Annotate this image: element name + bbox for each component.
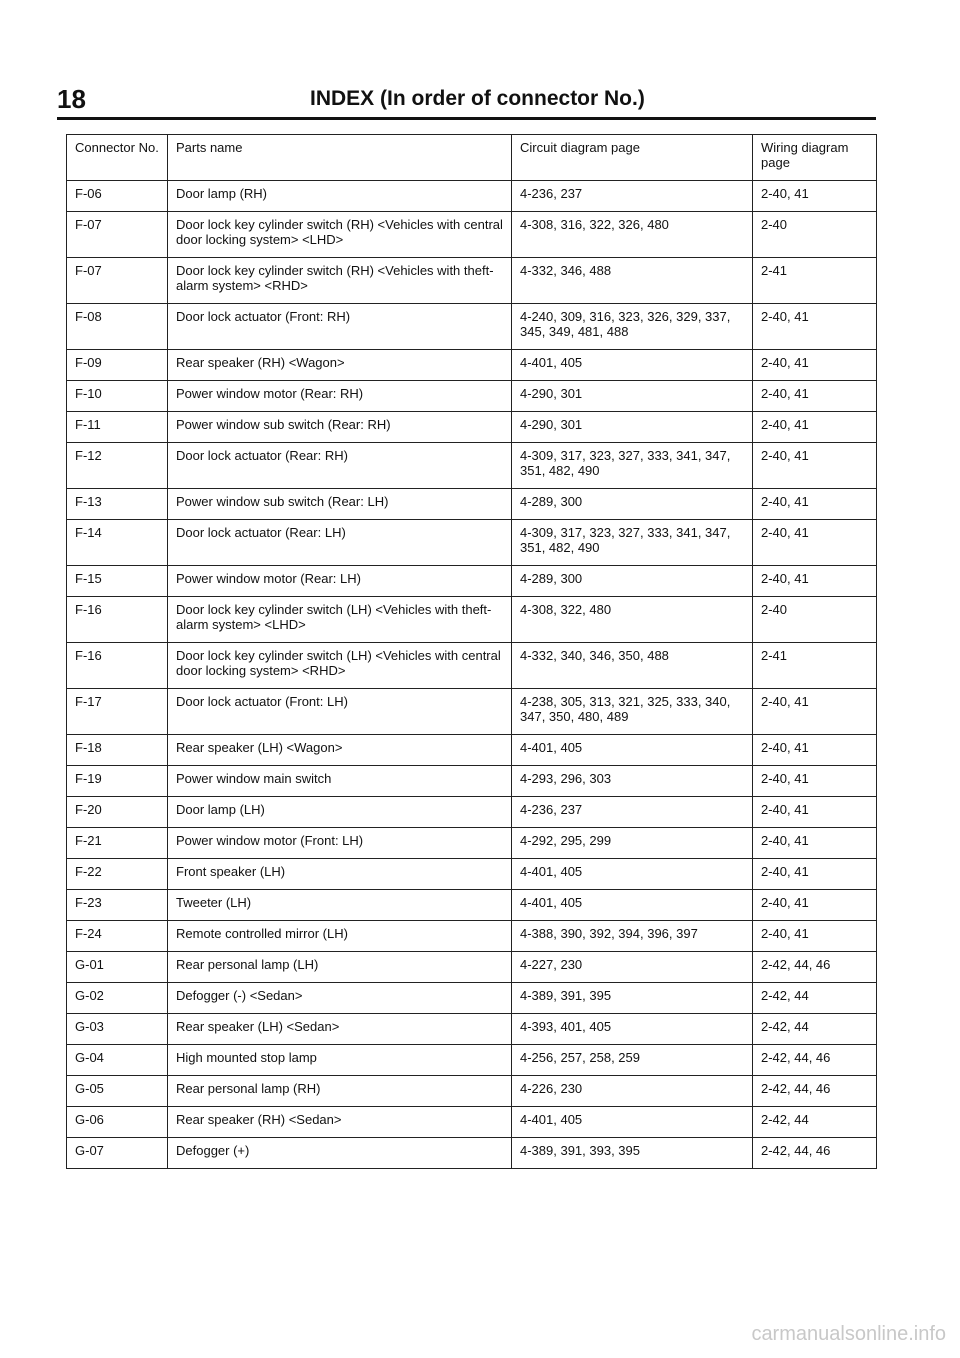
parts-name-cell: Front speaker (LH) bbox=[168, 859, 512, 890]
wiring-page-cell: 2-40, 41 bbox=[753, 735, 877, 766]
table-row bbox=[67, 181, 877, 212]
parts-name-cell: Tweeter (LH) bbox=[168, 890, 512, 921]
table-row bbox=[67, 828, 877, 859]
header-circuit-diagram-page: Circuit diagram page bbox=[512, 135, 753, 181]
wiring-page-cell: 2-40, 41 bbox=[753, 890, 877, 921]
connector-no-cell: F-22 bbox=[67, 859, 168, 890]
connector-no-cell: G-06 bbox=[67, 1107, 168, 1138]
circuit-page-cell: 4-332, 346, 488 bbox=[512, 258, 753, 304]
wiring-page-cell: 2-40 bbox=[753, 597, 877, 643]
connector-no-cell: G-04 bbox=[67, 1045, 168, 1076]
connector-no-cell: F-06 bbox=[67, 181, 168, 212]
connector-no-cell: F-21 bbox=[67, 828, 168, 859]
table-row bbox=[67, 643, 877, 689]
table-body bbox=[67, 181, 877, 1169]
connector-no-cell: F-09 bbox=[67, 350, 168, 381]
wiring-page-cell: 2-40 bbox=[753, 212, 877, 258]
wiring-page-cell: 2-40, 41 bbox=[753, 766, 877, 797]
wiring-page-cell: 2-40, 41 bbox=[753, 350, 877, 381]
table-row bbox=[67, 797, 877, 828]
connector-no-cell: F-13 bbox=[67, 489, 168, 520]
wiring-page-cell: 2-42, 44, 46 bbox=[753, 1076, 877, 1107]
table-row bbox=[67, 689, 877, 735]
parts-name-cell: Rear speaker (LH) <Wagon> bbox=[168, 735, 512, 766]
connector-no-cell: F-16 bbox=[67, 643, 168, 689]
table-row bbox=[67, 597, 877, 643]
connector-no-cell: G-03 bbox=[67, 1014, 168, 1045]
circuit-page-cell: 4-290, 301 bbox=[512, 412, 753, 443]
circuit-page-cell: 4-308, 322, 480 bbox=[512, 597, 753, 643]
parts-name-cell: Door lock key cylinder switch (RH) <Vehicles with central door locking system> <LHD> bbox=[168, 212, 512, 258]
circuit-page-cell: 4-332, 340, 346, 350, 488 bbox=[512, 643, 753, 689]
parts-name-cell: Defogger (+) bbox=[168, 1138, 512, 1169]
header-rule bbox=[57, 117, 876, 120]
wiring-page-cell: 2-40, 41 bbox=[753, 520, 877, 566]
table-row bbox=[67, 1138, 877, 1169]
header-wiring-diagram-page: Wiring diagram page bbox=[753, 135, 877, 181]
parts-name-cell: Power window sub switch (Rear: LH) bbox=[168, 489, 512, 520]
table-row bbox=[67, 766, 877, 797]
wiring-page-cell: 2-40, 41 bbox=[753, 443, 877, 489]
circuit-page-cell: 4-388, 390, 392, 394, 396, 397 bbox=[512, 921, 753, 952]
wiring-page-cell: 2-42, 44, 46 bbox=[753, 1138, 877, 1169]
parts-name-cell: Door lock actuator (Rear: RH) bbox=[168, 443, 512, 489]
wiring-page-cell: 2-40, 41 bbox=[753, 381, 877, 412]
wiring-page-cell: 2-40, 41 bbox=[753, 304, 877, 350]
watermark: carmanualsonline.info bbox=[751, 1323, 946, 1345]
parts-name-cell: Power window motor (Front: LH) bbox=[168, 828, 512, 859]
circuit-page-cell: 4-236, 237 bbox=[512, 797, 753, 828]
connector-no-cell: F-07 bbox=[67, 212, 168, 258]
connector-no-cell: F-08 bbox=[67, 304, 168, 350]
connector-no-cell: F-17 bbox=[67, 689, 168, 735]
circuit-page-cell: 4-289, 300 bbox=[512, 489, 753, 520]
parts-name-cell: Rear speaker (RH) <Sedan> bbox=[168, 1107, 512, 1138]
table-row bbox=[67, 1107, 877, 1138]
wiring-page-cell: 2-40, 41 bbox=[753, 181, 877, 212]
circuit-page-cell: 4-289, 300 bbox=[512, 566, 753, 597]
table-row bbox=[67, 983, 877, 1014]
wiring-page-cell: 2-40, 41 bbox=[753, 797, 877, 828]
header-parts-name: Parts name bbox=[168, 135, 512, 181]
table-row bbox=[67, 258, 877, 304]
circuit-page-cell: 4-292, 295, 299 bbox=[512, 828, 753, 859]
table-row bbox=[67, 1076, 877, 1107]
connector-no-cell: F-07 bbox=[67, 258, 168, 304]
parts-name-cell: Power window motor (Rear: RH) bbox=[168, 381, 512, 412]
parts-name-cell: Door lock actuator (Rear: LH) bbox=[168, 520, 512, 566]
circuit-page-cell: 4-308, 316, 322, 326, 480 bbox=[512, 212, 753, 258]
connector-no-cell: F-18 bbox=[67, 735, 168, 766]
table-row bbox=[67, 890, 877, 921]
circuit-page-cell: 4-393, 401, 405 bbox=[512, 1014, 753, 1045]
connector-no-cell: F-14 bbox=[67, 520, 168, 566]
circuit-page-cell: 4-401, 405 bbox=[512, 859, 753, 890]
table-row bbox=[67, 381, 877, 412]
page-number: 18 bbox=[57, 84, 86, 114]
parts-name-cell: Door lamp (LH) bbox=[168, 797, 512, 828]
header-connector-no: Connector No. bbox=[67, 135, 168, 181]
wiring-page-cell: 2-42, 44, 46 bbox=[753, 1045, 877, 1076]
connector-no-cell: G-02 bbox=[67, 983, 168, 1014]
circuit-page-cell: 4-309, 317, 323, 327, 333, 341, 347, 351, 482, 490 bbox=[512, 443, 753, 489]
circuit-page-cell: 4-401, 405 bbox=[512, 735, 753, 766]
table-row bbox=[67, 304, 877, 350]
parts-name-cell: Remote controlled mirror (LH) bbox=[168, 921, 512, 952]
parts-name-cell: Door lock actuator (Front: LH) bbox=[168, 689, 512, 735]
connector-no-cell: G-01 bbox=[67, 952, 168, 983]
parts-name-cell: Door lock key cylinder switch (LH) <Vehicles with theft-alarm system> <LHD> bbox=[168, 597, 512, 643]
parts-name-cell: Power window sub switch (Rear: RH) bbox=[168, 412, 512, 443]
parts-name-cell: Power window motor (Rear: LH) bbox=[168, 566, 512, 597]
table-row bbox=[67, 350, 877, 381]
circuit-page-cell: 4-256, 257, 258, 259 bbox=[512, 1045, 753, 1076]
parts-name-cell: Rear personal lamp (LH) bbox=[168, 952, 512, 983]
connector-no-cell: G-05 bbox=[67, 1076, 168, 1107]
parts-name-cell: High mounted stop lamp bbox=[168, 1045, 512, 1076]
connector-no-cell: F-24 bbox=[67, 921, 168, 952]
wiring-page-cell: 2-42, 44 bbox=[753, 1107, 877, 1138]
parts-name-cell: Rear personal lamp (RH) bbox=[168, 1076, 512, 1107]
circuit-page-cell: 4-290, 301 bbox=[512, 381, 753, 412]
parts-name-cell: Power window main switch bbox=[168, 766, 512, 797]
parts-name-cell: Door lock key cylinder switch (RH) <Vehicles with theft-alarm system> <RHD> bbox=[168, 258, 512, 304]
connector-no-cell: F-23 bbox=[67, 890, 168, 921]
circuit-page-cell: 4-309, 317, 323, 327, 333, 341, 347, 351, 482, 490 bbox=[512, 520, 753, 566]
wiring-page-cell: 2-42, 44 bbox=[753, 1014, 877, 1045]
table-row bbox=[67, 443, 877, 489]
table-row bbox=[67, 520, 877, 566]
circuit-page-cell: 4-226, 230 bbox=[512, 1076, 753, 1107]
parts-name-cell: Rear speaker (RH) <Wagon> bbox=[168, 350, 512, 381]
table-row bbox=[67, 566, 877, 597]
wiring-page-cell: 2-41 bbox=[753, 643, 877, 689]
circuit-page-cell: 4-401, 405 bbox=[512, 350, 753, 381]
circuit-page-cell: 4-389, 391, 393, 395 bbox=[512, 1138, 753, 1169]
circuit-page-cell: 4-389, 391, 395 bbox=[512, 983, 753, 1014]
table-row bbox=[67, 489, 877, 520]
table-row bbox=[67, 412, 877, 443]
parts-name-cell: Door lamp (RH) bbox=[168, 181, 512, 212]
circuit-page-cell: 4-236, 237 bbox=[512, 181, 753, 212]
wiring-page-cell: 2-40, 41 bbox=[753, 412, 877, 443]
connector-no-cell: F-19 bbox=[67, 766, 168, 797]
connector-no-cell: F-10 bbox=[67, 381, 168, 412]
circuit-page-cell: 4-240, 309, 316, 323, 326, 329, 337, 345, 349, 481, 488 bbox=[512, 304, 753, 350]
wiring-page-cell: 2-40, 41 bbox=[753, 828, 877, 859]
wiring-page-cell: 2-41 bbox=[753, 258, 877, 304]
page-title: INDEX (In order of connector No.) bbox=[310, 87, 645, 110]
connector-no-cell: F-11 bbox=[67, 412, 168, 443]
wiring-page-cell: 2-40, 41 bbox=[753, 489, 877, 520]
parts-name-cell: Door lock key cylinder switch (LH) <Vehicles with central door locking system> <RHD> bbox=[168, 643, 512, 689]
table-row bbox=[67, 952, 877, 983]
connector-no-cell: F-16 bbox=[67, 597, 168, 643]
parts-name-cell: Rear speaker (LH) <Sedan> bbox=[168, 1014, 512, 1045]
circuit-page-cell: 4-238, 305, 313, 321, 325, 333, 340, 347, 350, 480, 489 bbox=[512, 689, 753, 735]
table-row bbox=[67, 1045, 877, 1076]
parts-name-cell: Door lock actuator (Front: RH) bbox=[168, 304, 512, 350]
connector-no-cell: F-15 bbox=[67, 566, 168, 597]
table-row bbox=[67, 735, 877, 766]
wiring-page-cell: 2-40, 41 bbox=[753, 566, 877, 597]
circuit-page-cell: 4-401, 405 bbox=[512, 890, 753, 921]
table-row bbox=[67, 859, 877, 890]
circuit-page-cell: 4-227, 230 bbox=[512, 952, 753, 983]
wiring-page-cell: 2-42, 44, 46 bbox=[753, 952, 877, 983]
circuit-page-cell: 4-293, 296, 303 bbox=[512, 766, 753, 797]
table-header-row bbox=[67, 135, 877, 181]
wiring-page-cell: 2-40, 41 bbox=[753, 859, 877, 890]
table-row bbox=[67, 212, 877, 258]
wiring-page-cell: 2-42, 44 bbox=[753, 983, 877, 1014]
wiring-page-cell: 2-40, 41 bbox=[753, 689, 877, 735]
table-row bbox=[67, 921, 877, 952]
parts-name-cell: Defogger (-) <Sedan> bbox=[168, 983, 512, 1014]
connector-index-table bbox=[66, 134, 877, 1169]
connector-no-cell: F-12 bbox=[67, 443, 168, 489]
table-row bbox=[67, 1014, 877, 1045]
connector-no-cell: G-07 bbox=[67, 1138, 168, 1169]
circuit-page-cell: 4-401, 405 bbox=[512, 1107, 753, 1138]
connector-no-cell: F-20 bbox=[67, 797, 168, 828]
wiring-page-cell: 2-40, 41 bbox=[753, 921, 877, 952]
